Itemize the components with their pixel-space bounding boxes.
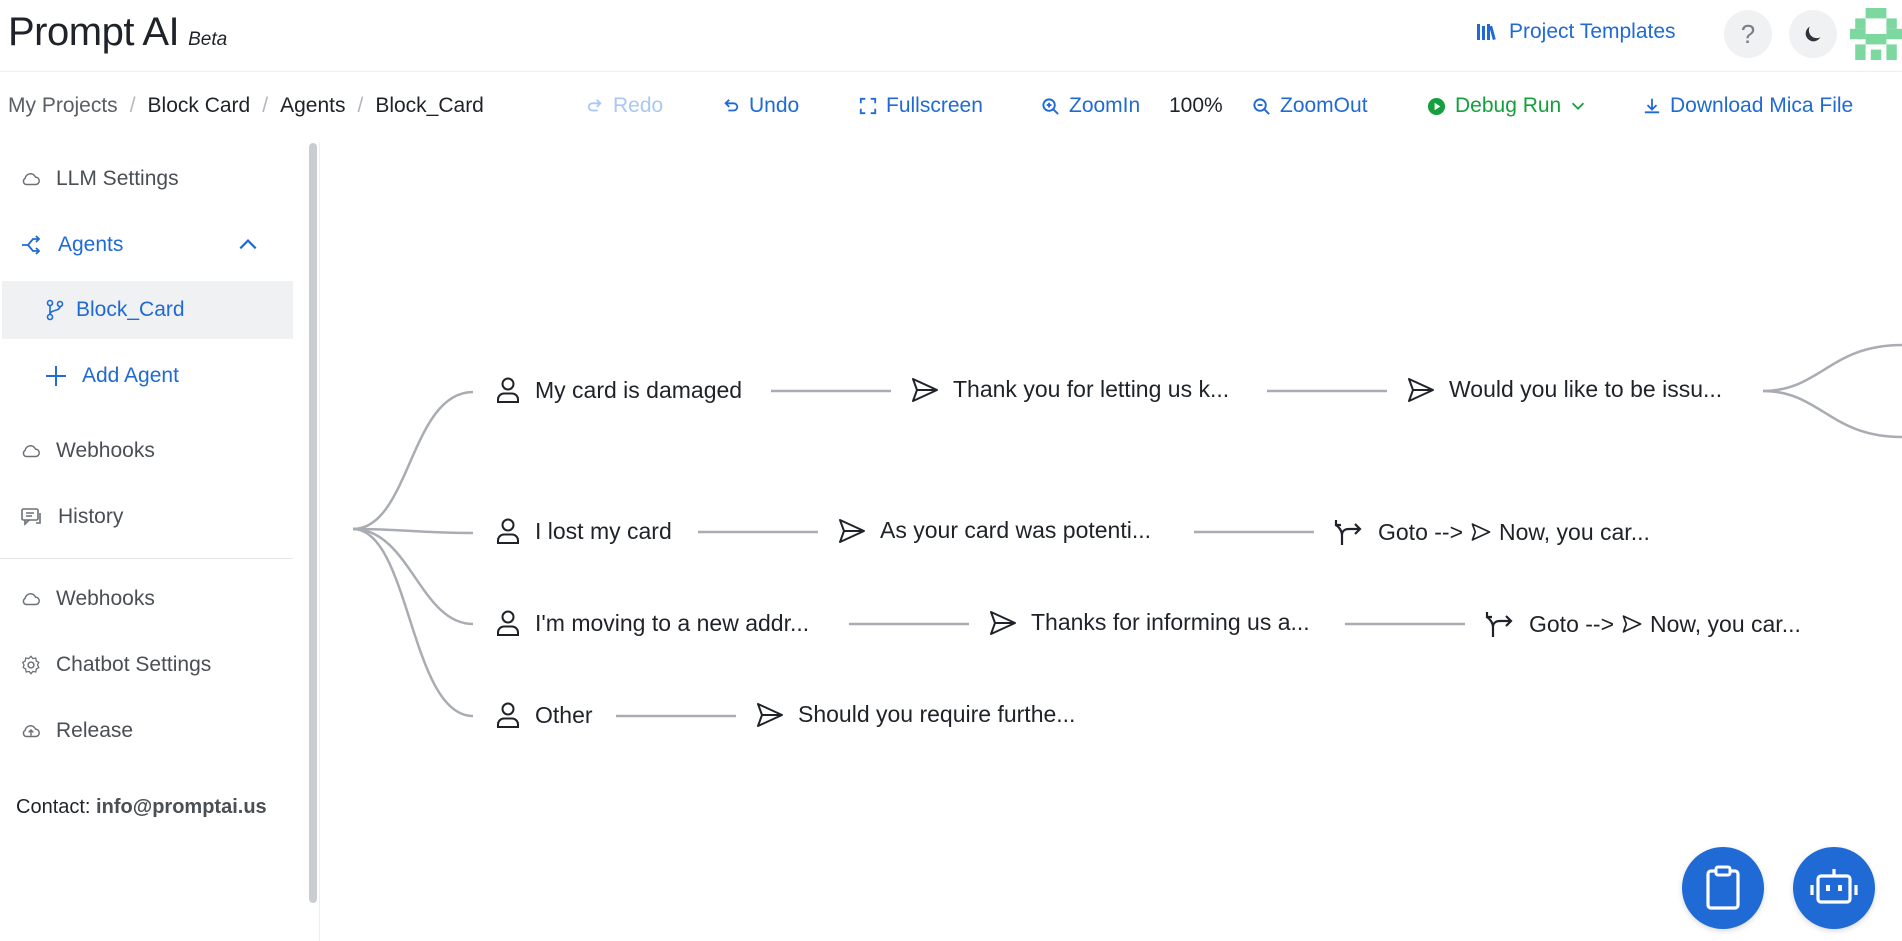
user-avatar[interactable] — [1850, 8, 1902, 60]
cloud-icon — [20, 168, 42, 190]
chevron-down-icon — [1569, 97, 1587, 115]
clipboard-icon — [1703, 865, 1743, 911]
node-text: I'm moving to a new addr... — [535, 609, 810, 636]
sidebar-item-llm-settings[interactable] — [0, 150, 293, 208]
branch-connector — [353, 392, 473, 529]
debug-run-label: Debug Run — [1455, 94, 1562, 117]
send-icon — [1407, 377, 1435, 403]
goto-arrow-icon — [1334, 517, 1364, 547]
flow-canvas[interactable] — [320, 142, 1902, 941]
sidebar-item-label: Block_Card — [76, 298, 185, 321]
sidebar — [0, 142, 303, 941]
bot-response-node[interactable] — [989, 609, 1310, 636]
sidebar-item-label: LLM Settings — [56, 167, 179, 190]
project-templates-link[interactable] — [1475, 20, 1676, 44]
send-icon — [756, 702, 784, 728]
zoom-level: 100% — [1169, 94, 1223, 117]
goto-target: Now, you car... — [1650, 610, 1801, 637]
cloud-icon — [20, 588, 42, 610]
breadcrumb-current-agent: Block_Card — [375, 94, 484, 117]
send-icon — [1471, 522, 1491, 542]
sidebar-item-webhooks-2[interactable] — [0, 570, 293, 628]
sidebar-item-label: Agents — [58, 233, 124, 256]
breadcrumb-separator: / — [357, 94, 364, 117]
branch-connector — [1763, 391, 1902, 437]
sidebar-item-label: Webhooks — [56, 587, 155, 610]
flow-branch-icon — [20, 234, 44, 256]
node-text: My card is damaged — [535, 376, 743, 403]
bot-response-node[interactable] — [911, 376, 1229, 403]
debug-run-dropdown[interactable] — [1427, 94, 1587, 118]
zoom-in-icon — [1041, 97, 1060, 116]
question-icon: ? — [1740, 18, 1756, 49]
brand-logo[interactable] — [8, 10, 227, 55]
library-icon — [1475, 21, 1497, 43]
redo-icon — [586, 97, 604, 115]
contact-label: Contact: — [16, 796, 91, 818]
zoom-in-button[interactable] — [1041, 94, 1140, 118]
node-text: Other — [535, 701, 593, 728]
chevron-up-icon[interactable] — [237, 234, 259, 256]
plus-icon — [44, 364, 68, 388]
user-icon — [495, 517, 521, 545]
sidebar-scrollbar[interactable] — [309, 143, 317, 903]
help-button[interactable] — [1724, 10, 1772, 58]
branch-connector — [1763, 345, 1902, 391]
undo-icon — [722, 97, 740, 115]
cloud-icon — [20, 440, 42, 462]
sidebar-item-release[interactable] — [0, 702, 293, 760]
brand-name: Prompt AI — [8, 10, 180, 54]
add-agent-label: Add Agent — [82, 364, 179, 387]
top-header — [0, 0, 1902, 72]
contact-email-link[interactable]: info@promptai.us — [96, 796, 267, 818]
sidebar-divider — [0, 558, 293, 559]
send-icon — [1622, 614, 1642, 634]
undo-label: Undo — [749, 94, 800, 117]
moon-icon — [1802, 23, 1824, 45]
contact-info — [16, 796, 267, 819]
zoom-out-label: ZoomOut — [1280, 94, 1368, 117]
goto-arrow-icon — [1485, 609, 1515, 639]
cloud-upload-icon — [20, 720, 42, 742]
bot-response-node[interactable] — [838, 517, 1151, 544]
user-intent-node[interactable] — [495, 376, 742, 404]
goto-label: Goto --> — [1378, 518, 1464, 545]
sidebar-item-chatbot-settings[interactable] — [0, 636, 293, 694]
goto-node[interactable] — [1485, 609, 1801, 639]
user-intent-node[interactable] — [495, 609, 809, 637]
breadcrumb-project[interactable]: Block Card — [147, 94, 251, 117]
play-circle-icon — [1427, 97, 1446, 116]
node-text: Should you require furthe... — [798, 701, 1076, 727]
send-icon — [838, 518, 866, 544]
download-label: Download Mica File — [1670, 94, 1854, 117]
node-text: Thank you for letting us k... — [953, 376, 1230, 402]
breadcrumb-my-projects[interactable]: My Projects — [8, 94, 118, 117]
fullscreen-icon — [859, 97, 877, 115]
sidebar-item-webhooks[interactable] — [0, 422, 293, 480]
download-mica-file-button[interactable] — [1643, 94, 1853, 118]
avatar-identicon-icon — [1850, 8, 1902, 60]
breadcrumb-agents[interactable]: Agents — [280, 94, 346, 117]
user-intent-node[interactable] — [495, 517, 672, 545]
fullscreen-label: Fullscreen — [886, 94, 983, 117]
user-icon — [495, 609, 521, 637]
branch-connector — [353, 529, 473, 716]
send-icon — [911, 377, 939, 403]
bot-response-node[interactable] — [1407, 376, 1722, 403]
node-text: I lost my card — [535, 517, 672, 544]
user-icon — [495, 376, 521, 404]
zoom-out-button[interactable] — [1252, 94, 1368, 118]
sidebar-item-label: Release — [56, 719, 134, 742]
clipboard-fab-button[interactable] — [1682, 847, 1764, 929]
git-branch-icon — [46, 299, 64, 321]
zoom-in-label: ZoomIn — [1069, 94, 1141, 117]
sidebar-item-label: History — [58, 505, 124, 528]
gear-icon — [20, 654, 42, 676]
node-text: As your card was potenti... — [880, 517, 1152, 543]
user-intent-node[interactable] — [495, 701, 593, 729]
node-text: Would you like to be issu... — [1449, 376, 1723, 402]
node-text: Thanks for informing us a... — [1031, 609, 1310, 635]
beta-tag: Beta — [188, 29, 228, 50]
goto-label: Goto --> — [1529, 610, 1615, 637]
chat-history-icon — [20, 506, 44, 528]
sidebar-item-label: Webhooks — [56, 439, 155, 462]
undo-button[interactable] — [722, 94, 799, 118]
sidebar-item-label: Chatbot Settings — [56, 653, 212, 676]
breadcrumb-separator: / — [262, 94, 269, 117]
project-templates-label: Project Templates — [1509, 20, 1676, 43]
download-icon — [1643, 97, 1661, 115]
branch-connector — [353, 529, 473, 624]
goto-node[interactable] — [1334, 517, 1650, 547]
theme-toggle-button[interactable] — [1789, 10, 1837, 58]
sidebar-item-agents[interactable] — [0, 216, 293, 274]
breadcrumb-separator: / — [129, 94, 136, 117]
chatbot-fab-button[interactable] — [1793, 847, 1875, 929]
zoom-out-icon — [1252, 97, 1271, 116]
sidebar-item-block-card[interactable] — [2, 281, 293, 339]
fullscreen-button[interactable] — [859, 94, 983, 118]
breadcrumb — [8, 94, 484, 118]
robot-icon — [1810, 866, 1858, 910]
redo-label: Redo — [613, 94, 664, 117]
goto-target: Now, you car... — [1499, 518, 1650, 545]
add-agent-button[interactable] — [0, 347, 293, 405]
user-icon — [495, 701, 521, 729]
bot-response-node[interactable] — [756, 701, 1075, 728]
send-icon — [989, 610, 1017, 636]
redo-button[interactable] — [586, 94, 663, 118]
sidebar-item-history[interactable] — [0, 488, 293, 546]
